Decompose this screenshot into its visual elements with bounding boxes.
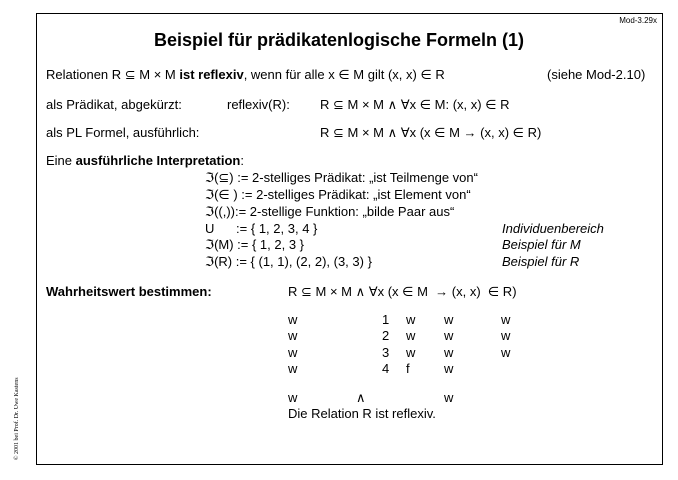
interp-note: Beispiel für M xyxy=(502,237,581,252)
truth-cell: 2 xyxy=(382,328,390,343)
def-text-post: , wenn für alle x ∈ M gilt (x, x) ∈ R xyxy=(243,67,445,82)
truth-label: Wahrheitswert bestimmen: xyxy=(46,284,212,299)
reflexive-definition xyxy=(46,67,445,83)
def-text-pre: Relationen R ⊆ M × M xyxy=(46,67,180,82)
predicate-name: reflexiv(R): xyxy=(227,97,290,112)
interp-pre: Eine xyxy=(46,153,76,168)
interp-row: ℑ(⊆) := 2-stelliges Prädikat: „ist Teilmenge von“ xyxy=(205,170,478,185)
conclusion: Die Relation R ist reflexiv. xyxy=(288,406,436,421)
truth-cell: w xyxy=(288,361,298,376)
copyright-note: © 2001 bei Prof. Dr. Uwe Kastens xyxy=(14,377,20,460)
truth-cell: w xyxy=(444,361,454,376)
interp-row: ℑ(M) := { 1, 2, 3 } xyxy=(205,237,305,252)
truth-cell: w xyxy=(444,312,454,327)
truth-cell: w xyxy=(444,328,454,343)
def-text-bold: ist reflexiv xyxy=(179,67,244,82)
pl-formula: R ⊆ M × M ∧ ∀x (x ∈ M → (x, x) ∈ R) xyxy=(320,125,542,140)
truth-summary-cell: w xyxy=(288,390,298,405)
interp-note: Beispiel für R xyxy=(502,254,580,269)
interp-row: U := { 1, 2, 3, 4 } xyxy=(205,221,318,236)
truth-cell: w xyxy=(406,345,416,360)
truth-formula: R ⊆ M × M ∧ ∀x (x ∈ M → (x, x) ∈ R) xyxy=(288,284,517,299)
interp-post: : xyxy=(240,153,244,168)
truth-cell: w xyxy=(288,345,298,360)
interp-bold: ausführliche Interpretation xyxy=(75,153,241,168)
truth-cell: w xyxy=(406,312,416,327)
interp-row: ℑ(∈ ) := 2-stelliges Prädikat: „ist Element von“ xyxy=(205,187,471,202)
truth-cell: w xyxy=(406,328,416,343)
truth-cell: w xyxy=(501,312,511,327)
interp-row: ℑ(R) := { (1, 1), (2, 2), (3, 3) } xyxy=(205,254,372,269)
interp-row: ℑ((,)):= 2-stellige Funktion: „bilde Paar aus“ xyxy=(205,204,455,219)
pl-formula-label: als PL Formel, ausführlich: xyxy=(46,125,200,140)
truth-cell: 1 xyxy=(382,312,390,327)
truth-summary-cell: w xyxy=(444,390,454,405)
interpretation-heading xyxy=(46,153,244,168)
truth-cell: 3 xyxy=(382,345,390,360)
truth-cell: w xyxy=(444,345,454,360)
predicate-label: als Prädikat, abgekürzt: xyxy=(46,97,182,112)
and-operator: ∧ xyxy=(356,390,366,405)
truth-cell: w xyxy=(288,312,298,327)
truth-cell: w xyxy=(501,328,511,343)
truth-cell: 4 xyxy=(382,361,390,376)
truth-cell: w xyxy=(288,328,298,343)
truth-cell: w xyxy=(501,345,511,360)
reference-note: (siehe Mod-2.10) xyxy=(547,67,646,82)
truth-cell: f xyxy=(406,361,410,376)
page-title: Beispiel für prädikatenlogische Formeln (1) xyxy=(153,30,525,50)
predicate-formula: R ⊆ M × M ∧ ∀x ∈ M: (x, x) ∈ R xyxy=(320,97,510,112)
slide-id: Mod-3.29x xyxy=(619,16,657,25)
interp-note: Individuenbereich xyxy=(502,221,604,236)
